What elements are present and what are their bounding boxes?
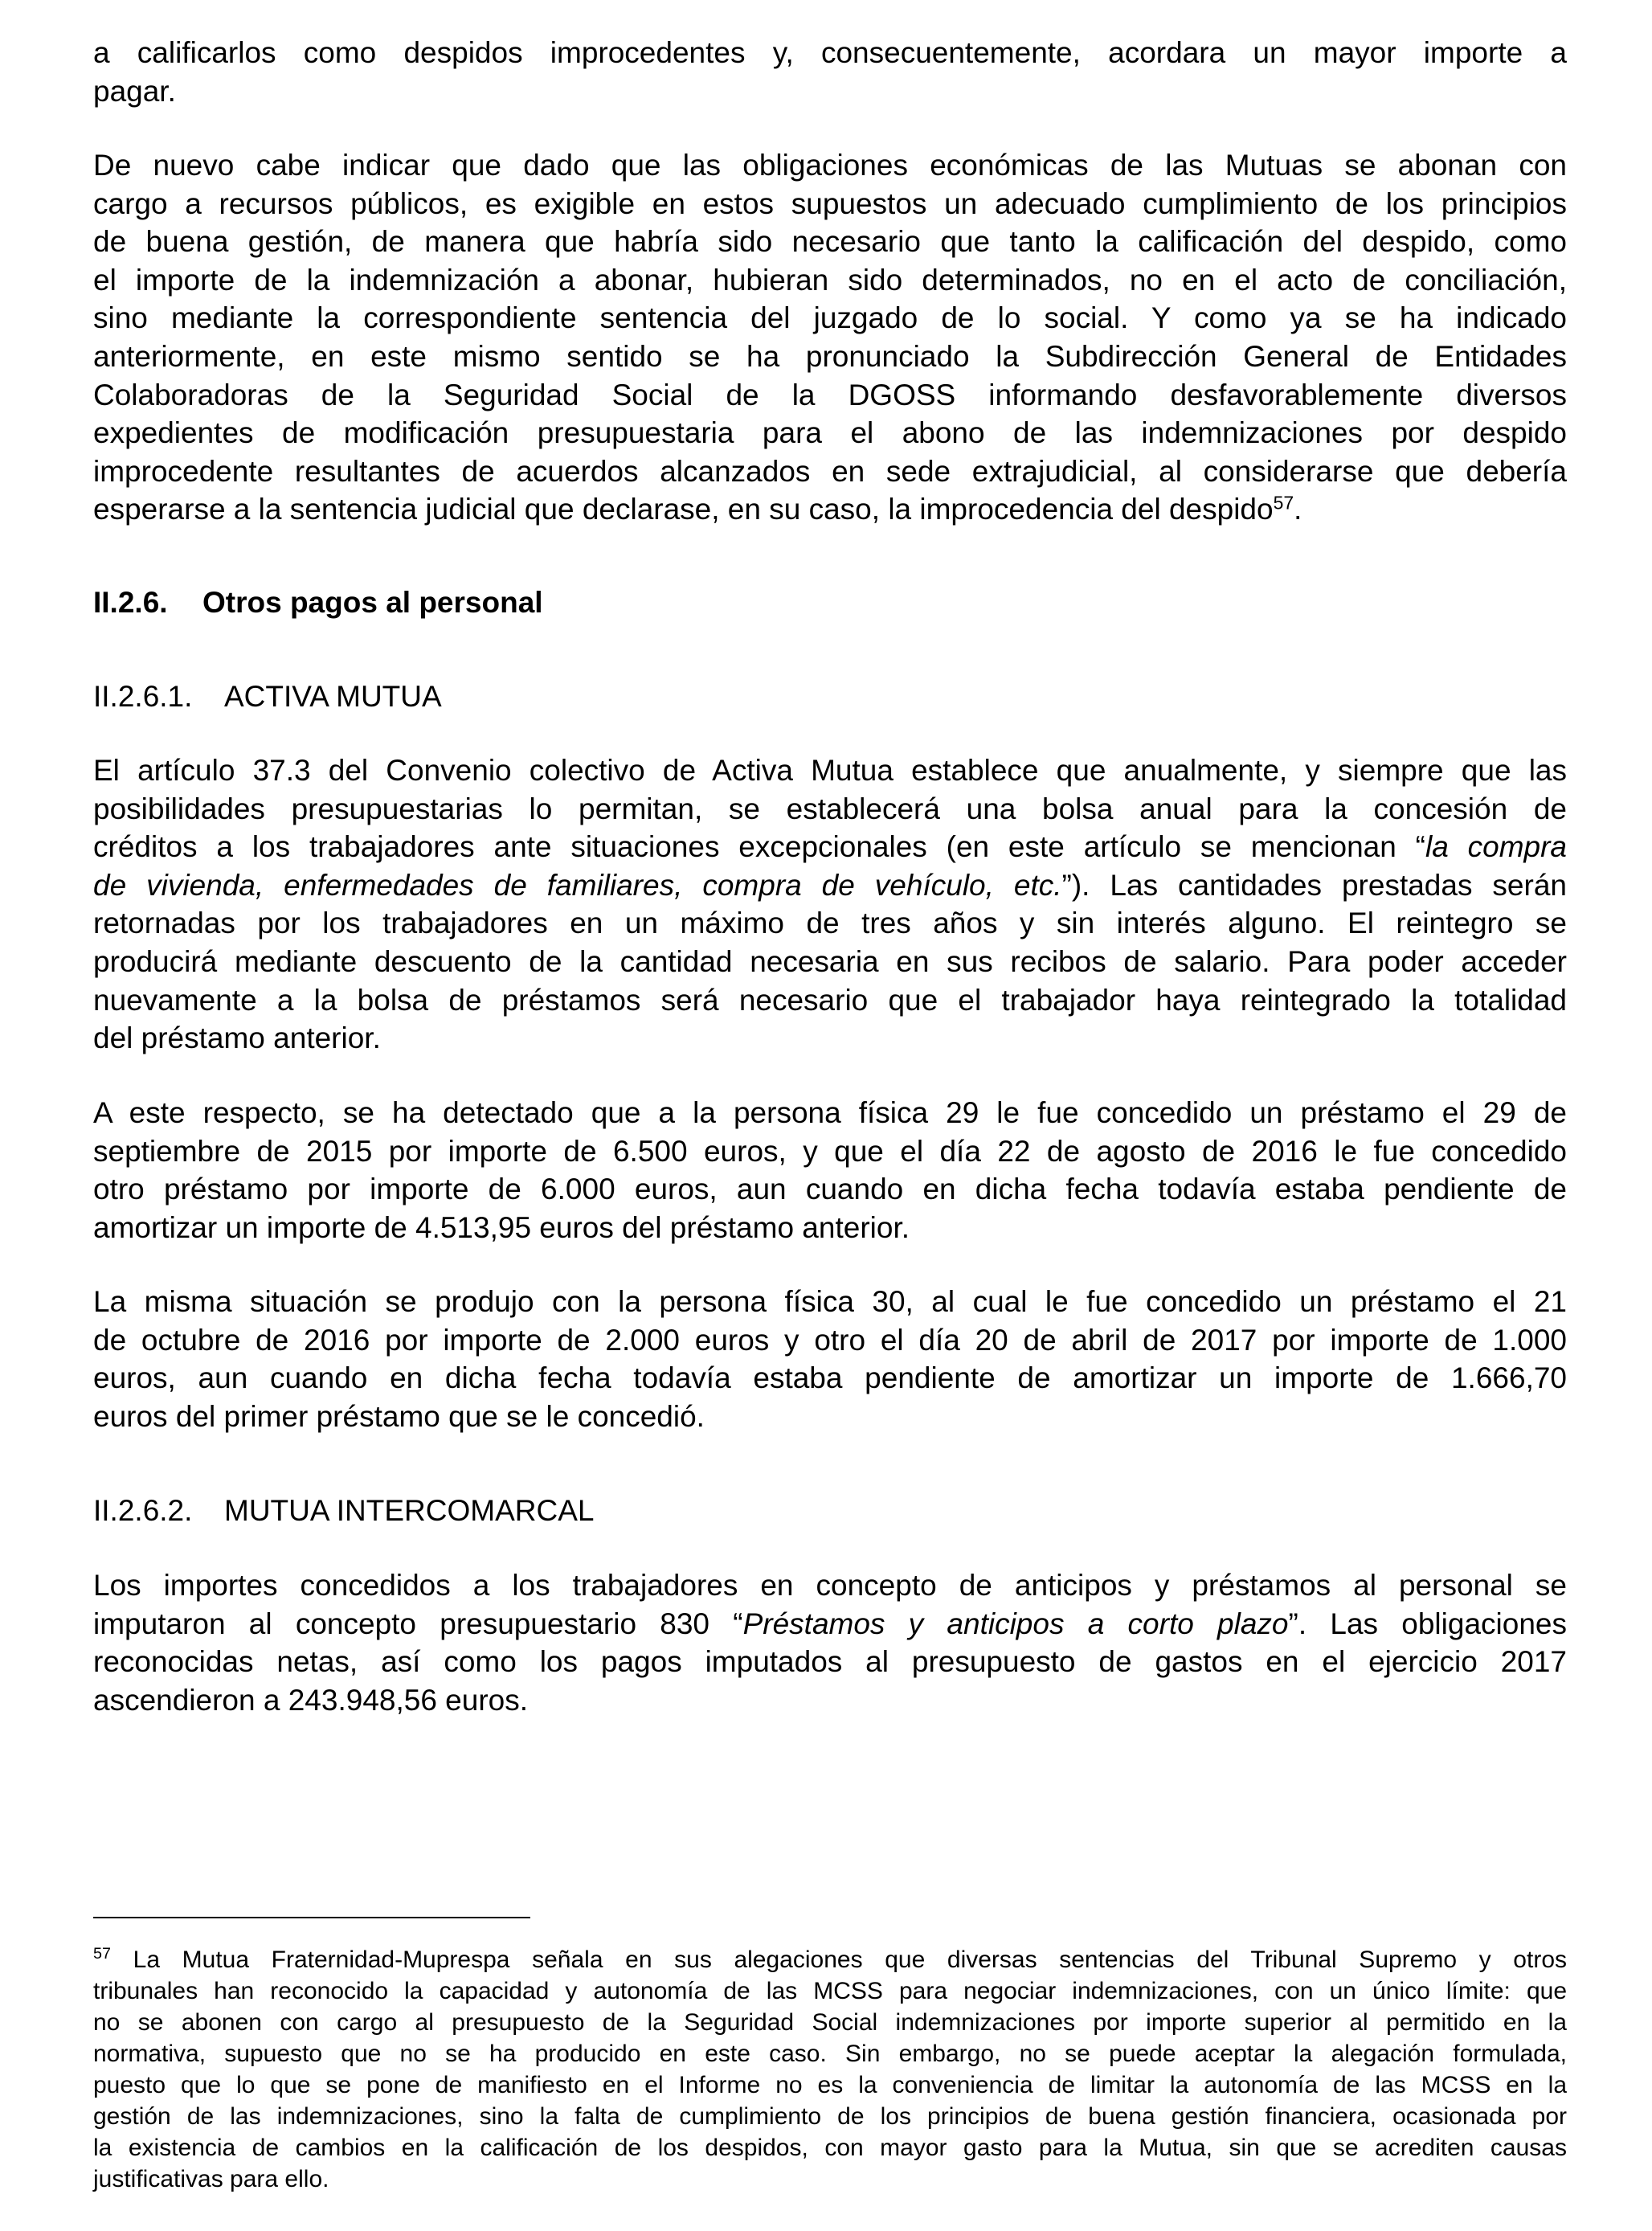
footnote-reference[interactable]: 57	[1273, 492, 1294, 514]
text-line: euros del primer préstamo que se le concedió.	[93, 1399, 705, 1433]
footnote-number: 57	[93, 1945, 112, 1963]
text-line: pagar.	[93, 74, 176, 108]
text-line: el importe de la indemnización a abonar, hubieran sido determinados, no en el acto de conciliación,	[93, 263, 1567, 297]
text-line: El artículo 37.3 del Convenio colectivo de Activa Mutua establece que anualmente, y siempre que las	[93, 754, 1567, 787]
text-segment: La Mutua Fraternidad-Muprespa señala en sus alegaciones que diversas sentencias del Tribunal Supremo y otros	[111, 1946, 1567, 1973]
text-segment: créditos a los trabajadores ante situaciones excepcionales (en este artículo se mencionan “	[93, 830, 1425, 864]
text-line: sino mediante la correspondiente sentencia del juzgado de lo social. Y como ya se ha indicado	[93, 301, 1567, 335]
text-line: ascendieron a 243.948,56 euros.	[93, 1683, 529, 1717]
text-line: septiembre de 2015 por importe de 6.500 euros, y que el día 22 de agosto de 2016 le fue concedido	[93, 1134, 1567, 1168]
quoted-italic-text: la compra	[1425, 830, 1567, 864]
text-line	[93, 490, 1567, 529]
text-line: Los importes concedidos a los trabajadores en concepto de anticipos y préstamos al personal se	[93, 1569, 1567, 1602]
text-line	[93, 1605, 1567, 1644]
text-line: justificativas para ello.	[93, 2166, 329, 2192]
text-line: de octubre de 2016 por importe de 2.000 euros y otro el día 20 de abril de 2017 por importe de 1.000	[93, 1323, 1567, 1357]
subsection-heading-mutua-intercomarcal	[93, 1492, 1567, 1530]
text-line: Colaboradoras de la Seguridad Social de la DGOSS informando desfavorablemente diversos	[93, 378, 1567, 411]
text-segment: imputaron al concepto presupuestario 830 “	[93, 1607, 743, 1640]
text-segment: .	[1294, 493, 1302, 526]
paragraph-importes-concedidos	[93, 1566, 1567, 1719]
text-line: del préstamo anterior.	[93, 1021, 381, 1055]
section-number: II.2.6.	[93, 586, 168, 619]
text-line: reconocidas netas, así como los pagos imputados al presupuesto de gastos en el ejercicio 2017	[93, 1645, 1567, 1679]
paragraph-continuation	[93, 34, 1567, 110]
footnote-57	[93, 1944, 1567, 2195]
text-line: amortizar un importe de 4.513,95 euros del préstamo anterior.	[93, 1210, 910, 1244]
text-line: no se abonen con cargo al presupuesto de la Seguridad Social indemnizaciones por importe superior al permitido en la	[93, 2009, 1567, 2036]
paragraph-buena-gestion	[93, 146, 1567, 529]
text-line: cargo a recursos públicos, es exigible en estos supuestos un adecuado cumplimiento de los principios	[93, 186, 1567, 220]
text-line: De nuevo cabe indicar que dado que las obligaciones económicas de las Mutuas se abonan con	[93, 149, 1567, 182]
text-line: puesto que lo que se pone de manifiesto en el Informe no es la conveniencia de limitar la autonomía de las MCSS en la	[93, 2072, 1567, 2098]
text-line: A este respecto, se ha detectado que a la persona física 29 le fue concedido un préstamo el 29 de	[93, 1096, 1567, 1129]
text-line: posibilidades presupuestarias lo permitan, se establecerá una bolsa anual para la concesión de	[93, 792, 1567, 825]
text-line: a calificarlos como despidos improcedentes y, consecuentemente, acordara un mayor importe a	[93, 36, 1567, 69]
text-line: expedientes de modificación presupuestaria para el abono de las indemnizaciones por despido	[93, 416, 1567, 450]
subsection-number: II.2.6.2.	[93, 1494, 193, 1527]
quoted-italic-text: de vivienda, enfermedades de familiares, compra de vehículo, etc.	[93, 868, 1062, 902]
text-line: nuevamente a la bolsa de préstamos será necesario que el trabajador haya reintegrado la totalidad	[93, 983, 1567, 1017]
text-line: producirá mediante descuento de la cantidad necesaria en sus recibos de salario. Para poder acceder	[93, 944, 1567, 978]
subsection-heading-activa-mutua	[93, 677, 1567, 716]
footnote-separator	[93, 1917, 530, 1918]
paragraph-persona-fisica-29	[93, 1094, 1567, 1246]
text-line: gestión de las indemnizaciones, sino la falta de cumplimiento de los principios de buena gestión financiera, ocasionada por	[93, 2103, 1567, 2130]
text-line	[93, 866, 1567, 905]
subsection-title: MUTUA INTERCOMARCAL	[224, 1494, 595, 1527]
subsection-title: ACTIVA MUTUA	[224, 680, 442, 713]
text-segment: ”). Las cantidades prestadas serán	[1061, 868, 1567, 902]
paragraph-persona-fisica-30	[93, 1283, 1567, 1435]
text-line: retornadas por los trabajadores en un máximo de tres años y sin interés alguno. El reintegro se	[93, 907, 1567, 940]
text-segment: ”. Las obligaciones	[1288, 1607, 1567, 1640]
text-line: tribunales han reconocido la capacidad y autonomía de las MCSS para negociar indemnizaciones, con un único límite: que	[93, 1978, 1567, 2004]
text-segment: esperarse a la sentencia judicial que declarase, en su caso, la improcedencia del despido	[93, 493, 1274, 526]
text-line: de buena gestión, de manera que habría sido necesario que tanto la calificación del despido, como	[93, 225, 1567, 259]
text-line: otro préstamo por importe de 6.000 euros, aun cuando en dicha fecha todavía estaba pendiente de	[93, 1173, 1567, 1206]
section-title: Otros pagos al personal	[202, 586, 543, 619]
text-line: normativa, supuesto que no se ha producido en este caso. Sin embargo, no se puede aceptar la alegación formulada,	[93, 2041, 1567, 2067]
text-line: euros, aun cuando en dicha fecha todavía estaba pendiente de amortizar un importe de 1.666,70	[93, 1361, 1567, 1395]
subsection-number: II.2.6.1.	[93, 680, 193, 713]
text-line: improcedente resultantes de acuerdos alcanzados en sede extrajudicial, al considerarse que debería	[93, 454, 1567, 488]
paragraph-convenio-colectivo	[93, 751, 1567, 1058]
section-heading	[93, 583, 1567, 622]
text-line	[93, 828, 1567, 866]
text-line: La misma situación se produjo con la persona física 30, al cual le fue concedido un préstamo el 21	[93, 1285, 1567, 1318]
text-line	[93, 1944, 1567, 1975]
text-line: anteriormente, en este mismo sentido se ha pronunciado la Subdirección General de Entidades	[93, 339, 1567, 373]
quoted-italic-text: Préstamos y anticipos a corto plazo	[742, 1607, 1289, 1640]
text-line: la existencia de cambios en la calificación de los despidos, con mayor gasto para la Mutua, sin que se acrediten causas	[93, 2135, 1567, 2161]
